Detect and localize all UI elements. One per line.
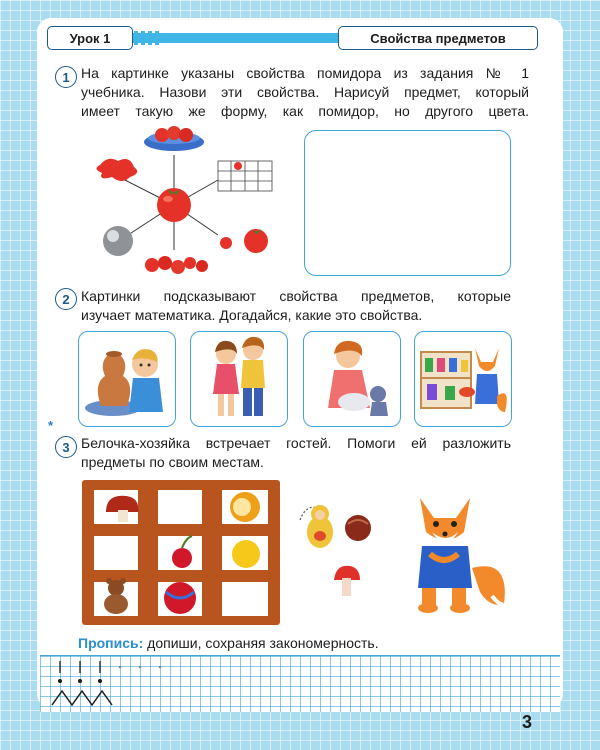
tomato-sizes-icon <box>220 229 268 253</box>
ball-icon <box>164 582 196 614</box>
task-1-line-1: На картинке указаны свойства помидора из задания № 1 <box>81 65 529 81</box>
picture-card-fox-shelf <box>414 331 512 427</box>
grey-ball-icon <box>103 226 133 256</box>
drawing-box[interactable] <box>304 130 511 276</box>
task-2-line-2: изучает математика. Догадайся, какие это свойства. <box>81 307 423 323</box>
task-3-number: 3 <box>55 436 77 458</box>
copybook-pattern <box>40 655 200 711</box>
copybook-text: допиши, сохраняя закономерность. <box>143 635 379 651</box>
task-2-text <box>81 287 511 325</box>
task-3-line-1: Белочка-хозяйка встречает гостей. Помоги ей разложить <box>81 435 511 451</box>
tomato-icon <box>157 188 191 222</box>
picture-card-children <box>190 331 288 427</box>
picture-card-girl-with-cat <box>303 331 401 427</box>
task-1-number: 1 <box>55 66 77 88</box>
task-3-line-2: предметы по своим местам. <box>81 454 264 470</box>
picture-card-pottery <box>78 331 176 427</box>
small-mushroom-icon <box>334 566 360 596</box>
loose-items <box>290 490 390 605</box>
task-2-number: 2 <box>55 288 77 310</box>
tomato-properties-diagram <box>90 125 280 280</box>
fox-hostess <box>400 488 510 618</box>
task-1-line-3: имеет такую же форму, как помидор, но другого цвета. <box>81 103 529 119</box>
nut-icon <box>345 515 371 541</box>
task-3-text <box>81 434 511 472</box>
task-1-text <box>81 64 529 121</box>
size-grid-icon <box>218 161 272 191</box>
page-number: 3 <box>522 712 533 732</box>
tomato-row-icon <box>145 256 208 274</box>
topic-title: Свойства предметов <box>338 26 538 50</box>
copybook-label: Пропись: <box>78 635 144 651</box>
copybook-instruction <box>78 635 379 651</box>
task-1-line-2: учебника. Назови эти свойства. Нарисуй предмет, который <box>81 84 529 100</box>
red-splash-icon <box>96 159 137 181</box>
matryoshka-icon <box>307 505 333 548</box>
apple-half-icon <box>230 492 260 522</box>
task-3-star: * <box>48 418 54 433</box>
yellow-apple-icon <box>232 540 260 568</box>
lesson-label: Урок 1 <box>47 26 133 50</box>
task-2-line-1: Картинки подсказывают свойства предметов, которые <box>81 288 511 304</box>
header-stripes <box>134 31 159 45</box>
item-shelf <box>82 480 282 625</box>
tomato-bowl-icon <box>144 126 204 151</box>
